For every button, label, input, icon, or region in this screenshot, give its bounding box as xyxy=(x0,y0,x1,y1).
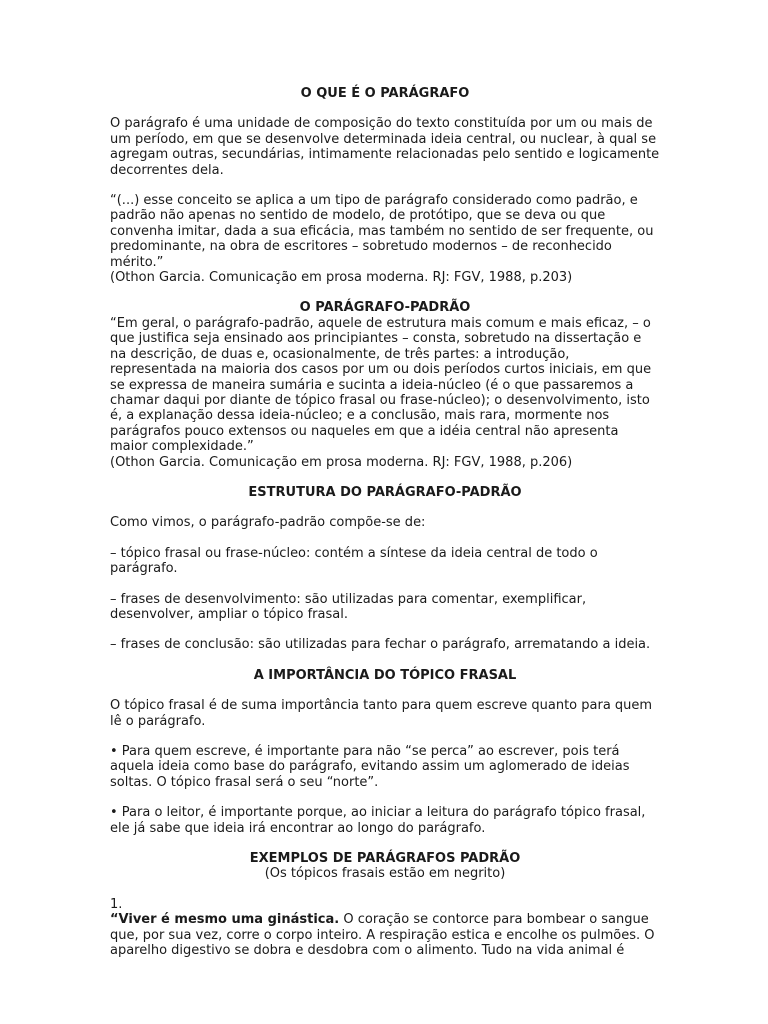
section-heading-examples: EXEMPLOS DE PARÁGRAFOS PADRÃO xyxy=(249,851,521,867)
structure-item-conclusion: – frases de conclusão: são utilizadas para fechar o parágrafo, arrematando a ideia. xyxy=(110,637,651,653)
examples-subheading: (Os tópicos frasais estão em negrito) xyxy=(264,866,506,882)
quote-paragraph-1: “(...) esse conceito se aplica a um tipo de parágrafo considerado como padrão, e padrão não apenas no sentido de modelo, de protótipo, que se deva ou que convenha imitar, dada a sua eficácia, mas também no sentido de ser frequente, ou predominante, na obra de escritores – sobretudo modernos – de reconhecido mérito.” xyxy=(110,193,654,270)
section-heading-structure: ESTRUTURA DO PARÁGRAFO-PADRÃO xyxy=(248,484,522,500)
section-heading-paragraph-standard: O PARÁGRAFO-PADRÃO xyxy=(299,300,471,316)
section-heading-what-is-paragraph: O QUE É O PARÁGRAFO xyxy=(300,86,470,101)
example-topic-sentence: “Viver é mesmo uma ginástica. xyxy=(110,912,340,928)
structure-intro: Como vimos, o parágrafo-padrão compõe-se de: xyxy=(110,515,426,531)
example-number: 1. xyxy=(110,896,123,912)
structure-item-development: – frases de desenvolvimento: são utilizadas para comentar, exemplificar, desenvolver, ampliar o tópico frasal. xyxy=(110,591,587,622)
section-heading-importance: A IMPORTÂNCIA DO TÓPICO FRASAL xyxy=(253,667,517,683)
document-page xyxy=(110,86,660,958)
importance-intro: O tópico frasal é de suma importância tanto para quem escreve quanto para quem lê o parágrafo. xyxy=(110,698,653,729)
structure-item-topic-sentence: – tópico frasal ou frase-núcleo: contém a síntese da ideia central de todo o parágrafo. xyxy=(110,545,598,577)
citation-1: (Othon Garcia. Comunicação em prosa moderna. RJ: FGV, 1988, p.203) xyxy=(110,270,573,286)
example-development: O coração se contorce para bombear o sangue que, por sua vez, corre o corpo inteiro. A respiração estica e encolhe os pulmões. O aparelho digestivo se dobra e desdobra com o alimento. Tudo na vida animal é xyxy=(110,912,655,959)
importance-item-writer: • Para quem escreve, é importante para não “se perca” ao escrever, pois terá aquela ideia como base do parágrafo, evitando assim um aglomerado de ideias soltas. O tópico frasal será o seu “norte”. xyxy=(110,744,630,790)
importance-item-reader: • Para o leitor, é importante porque, ao iniciar a leitura do parágrafo tópico frasal, ele já sabe que ideia irá encontrar ao longo do parágrafo. xyxy=(110,805,646,836)
citation-2: (Othon Garcia. Comunicação em prosa moderna. RJ: FGV, 1988, p.206) xyxy=(110,454,573,470)
example-paragraph xyxy=(110,912,660,958)
quote-paragraph-2: “Em geral, o parágrafo-padrão, aquele de estrutura mais comum e mais eficaz, – o que justifica seja ensinado aos principiantes – consta, sobretudo na dissertação e na descrição, de duas e, ocasionalmente, de três partes: a introdução, representada na maioria dos casos por um ou dois períodos curtos iniciais, em que se expressa de maneira sumária e sucinta a ideia-núcleo (é o que passaremos a chamar daqui por diante de tópico frasal ou frase-núcleo); o desenvolvimento, isto é, a explanação dessa ideia-núcleo; e a conclusão, mais rara, mormente nos parágrafos pouco extensos ou naqueles em que a idéia central não apresenta maior complexidade.” xyxy=(110,315,652,455)
intro-paragraph: O parágrafo é uma unidade de composição do texto constituída por um ou mais de um período, em que se desenvolve determinada ideia central, ou nuclear, à qual se agregam outras, secundárias, intimamente relacionadas pelo sentido e logicamente decorrentes dela. xyxy=(110,116,660,178)
